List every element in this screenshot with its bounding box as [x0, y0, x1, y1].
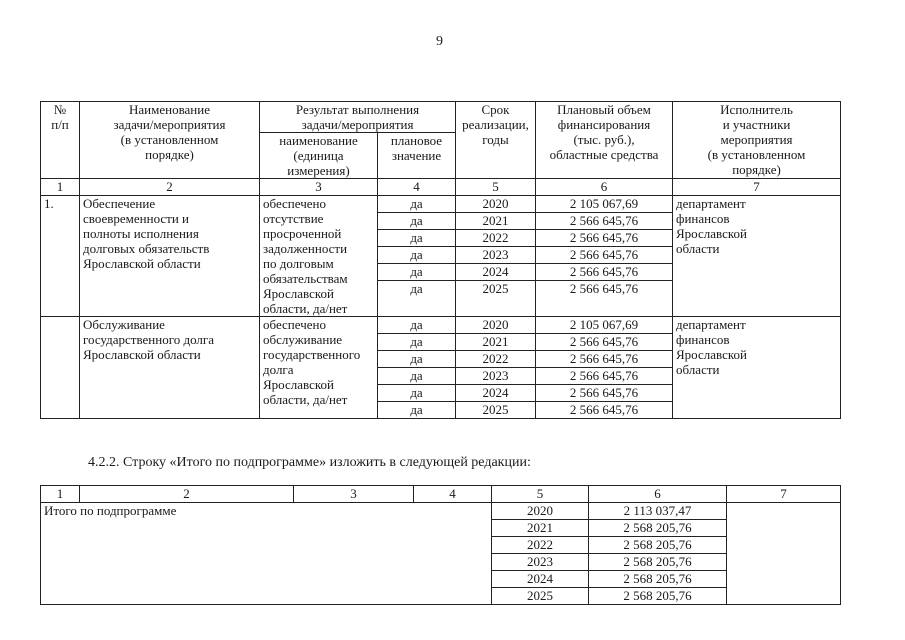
row-year: 2025: [456, 281, 536, 298]
row-amount: 2 566 645,76: [536, 213, 673, 230]
row-year: 2020: [456, 196, 536, 213]
row-plan: да: [378, 213, 456, 230]
totals-year: 2023: [492, 554, 589, 571]
row-plan: да: [378, 281, 456, 298]
row-year: 2021: [456, 334, 536, 351]
row-amount: 2 566 645,76: [536, 230, 673, 247]
col-number: 2: [80, 179, 260, 196]
empty-cell: [727, 503, 841, 605]
empty-cell: [378, 297, 456, 313]
row-year: 2025: [456, 402, 536, 419]
col-number: 1: [41, 486, 80, 503]
totals-amount: 2 568 205,76: [589, 588, 727, 605]
totals-table: [40, 485, 841, 605]
row-amount: 2 105 067,69: [536, 317, 673, 334]
row-plan: да: [378, 317, 456, 334]
row-result-name: обеспечено отсутствие просроченной задолженности по долговым обязательствам Ярославской области, да/нет: [260, 196, 378, 317]
row-num: 1.: [41, 196, 80, 317]
totals-amount: 2 568 205,76: [589, 554, 727, 571]
header-result: Результат выполнения задачи/мероприятия: [260, 102, 456, 133]
totals-label: Итого по подпрограмме: [41, 503, 492, 605]
row-executor: департамент финансов Ярославской области: [673, 317, 841, 419]
row-amount: 2 566 645,76: [536, 334, 673, 351]
row-plan: да: [378, 230, 456, 247]
header-executor: Исполнитель и участники мероприятия (в установленном порядке): [673, 102, 841, 179]
col-number: 4: [378, 179, 456, 196]
header-result-plan: плановое значение: [378, 133, 456, 179]
totals-amount: 2 568 205,76: [589, 571, 727, 588]
row-task: Обеспечение своевременности и полноты исполнения долговых обязательств Ярославской области: [80, 196, 260, 317]
header-task: Наименование задачи/мероприятия (в установленном порядке): [80, 102, 260, 179]
row-plan: да: [378, 196, 456, 213]
row-amount: 2 566 645,76: [536, 264, 673, 281]
totals-year: 2021: [492, 520, 589, 537]
col-number: 6: [536, 179, 673, 196]
col-number: 7: [673, 179, 841, 196]
row-amount: 2 566 645,76: [536, 281, 673, 298]
row-year: 2024: [456, 264, 536, 281]
header-term: Срок реализации, годы: [456, 102, 536, 179]
row-year: 2022: [456, 351, 536, 368]
col-number: 1: [41, 179, 80, 196]
row-plan: да: [378, 247, 456, 264]
col-number: 2: [80, 486, 294, 503]
row-year: 2022: [456, 230, 536, 247]
row-amount: 2 566 645,76: [536, 402, 673, 419]
row-plan: да: [378, 368, 456, 385]
row-year: 2021: [456, 213, 536, 230]
row-task: Обслуживание государственного долга Ярославской области: [80, 317, 260, 419]
totals-year: 2020: [492, 503, 589, 520]
row-executor: департамент финансов Ярославской области: [673, 196, 841, 317]
header-result-name: наименование (единица измерения): [260, 133, 378, 179]
column-numbers-row: [41, 179, 841, 196]
empty-cell: [456, 297, 536, 313]
col-number: 5: [456, 179, 536, 196]
row-plan: да: [378, 402, 456, 419]
col-number: 4: [414, 486, 492, 503]
column-numbers-row: [41, 486, 841, 503]
totals-year: 2025: [492, 588, 589, 605]
row-plan: да: [378, 264, 456, 281]
row-num: [41, 317, 80, 419]
empty-cell: [536, 297, 673, 313]
row-amount: 2 566 645,76: [536, 368, 673, 385]
row-year: 2023: [456, 368, 536, 385]
row-amount: 2 566 645,76: [536, 385, 673, 402]
table-row: [41, 196, 841, 213]
totals-row: [41, 503, 841, 520]
row-amount: 2 566 645,76: [536, 351, 673, 368]
row-plan: да: [378, 351, 456, 368]
col-number: 3: [294, 486, 414, 503]
row-plan: да: [378, 385, 456, 402]
row-amount: 2 105 067,69: [536, 196, 673, 213]
header-finance: Плановый объем финансирования (тыс. руб.), областные средства: [536, 102, 673, 179]
row-result-name: обеспечено обслуживание государственного долга Ярославской области, да/нет: [260, 317, 378, 419]
col-number: 6: [589, 486, 727, 503]
row-year: 2024: [456, 385, 536, 402]
totals-amount: 2 568 205,76: [589, 537, 727, 554]
totals-year: 2022: [492, 537, 589, 554]
row-year: 2020: [456, 317, 536, 334]
totals-year: 2024: [492, 571, 589, 588]
col-number: 5: [492, 486, 589, 503]
row-year: 2023: [456, 247, 536, 264]
row-plan: да: [378, 334, 456, 351]
col-number: 3: [260, 179, 378, 196]
instruction-paragraph: 4.2.2. Строку «Итого по подпрограмме» изложить в следующей редакции:: [88, 455, 531, 470]
col-number: 7: [727, 486, 841, 503]
page-number: 9: [436, 34, 443, 49]
header-num: № п/п: [41, 102, 80, 179]
subprogram-table: [40, 101, 841, 419]
header-row: [41, 102, 841, 133]
row-amount: 2 566 645,76: [536, 247, 673, 264]
totals-amount: 2 568 205,76: [589, 520, 727, 537]
table-row: [41, 317, 841, 334]
totals-amount: 2 113 037,47: [589, 503, 727, 520]
